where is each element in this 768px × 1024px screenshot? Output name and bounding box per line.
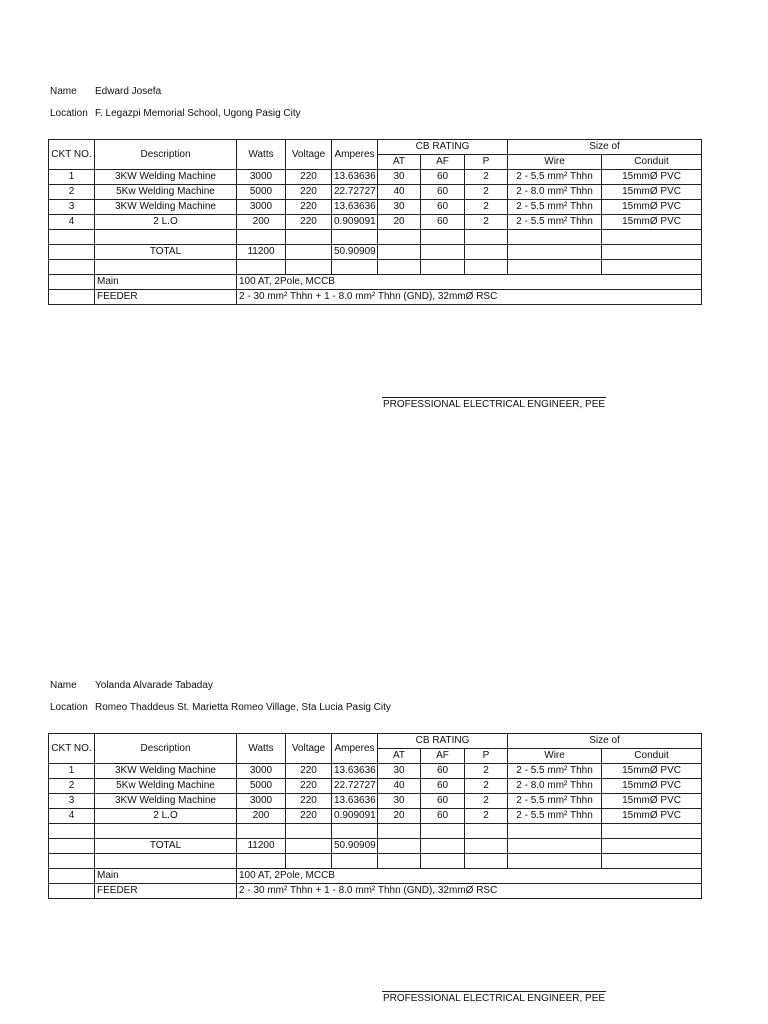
conduit-cell: 15mmØ PVC [602,809,702,824]
total-amperes: 50.90909 [332,245,378,260]
table-row [49,170,702,185]
feeder-label: FEEDER [95,884,237,899]
table-row [49,200,702,215]
blank-row [49,824,702,839]
voltage-header: Voltage [286,140,332,170]
name-line [50,86,161,97]
description-cell: 5Kw Welding Machine [95,185,237,200]
name-line [50,680,213,691]
poles-cell: 2 [465,794,508,809]
conduit-cell: 15mmØ PVC [602,764,702,779]
watts-cell: 3000 [237,794,286,809]
location-label: Location [50,108,88,119]
p-header: P [465,155,508,170]
description-cell: 3KW Welding Machine [95,794,237,809]
wire-header: Wire [508,155,602,170]
wire-cell: 2 - 5.5 mm² Thhn [508,200,602,215]
voltage-cell: 220 [286,764,332,779]
amperes-cell: 22.72727 [332,185,378,200]
wire-cell: 2 - 5.5 mm² Thhn [508,809,602,824]
description-cell: 3KW Welding Machine [95,170,237,185]
feeder-row [49,884,702,899]
total-row [49,245,702,260]
cb-rating-header: CB RATING [378,140,508,155]
ckt-no-header: CKT NO. [49,140,95,170]
wire-cell: 2 - 5.5 mm² Thhn [508,794,602,809]
feeder-value: 2 - 30 mm² Thhn + 1 - 8.0 mm² Thhn (GND), 32mmØ RSC [237,884,702,899]
poles-cell: 2 [465,215,508,230]
poles-cell: 2 [465,185,508,200]
ckt-no-cell: 4 [49,215,95,230]
conduit-cell: 15mmØ PVC [602,779,702,794]
blank-row [49,260,702,275]
voltage-cell: 220 [286,794,332,809]
at-cell: 30 [378,794,421,809]
af-cell: 60 [421,809,465,824]
table-row [49,764,702,779]
watts-cell: 200 [237,215,286,230]
description-cell: 3KW Welding Machine [95,764,237,779]
main-row [49,869,702,884]
at-cell: 30 [378,764,421,779]
ckt-no-cell: 1 [49,170,95,185]
ckt-no-cell: 2 [49,185,95,200]
watts-header: Watts [237,734,286,764]
at-cell: 40 [378,779,421,794]
description-header: Description [95,734,237,764]
conduit-cell: 15mmØ PVC [602,794,702,809]
voltage-cell: 220 [286,185,332,200]
at-cell: 30 [378,170,421,185]
voltage-cell: 220 [286,200,332,215]
wire-cell: 2 - 5.5 mm² Thhn [508,764,602,779]
table-row [49,794,702,809]
description-cell: 2 L.O [95,809,237,824]
amperes-header: Amperes [332,140,378,170]
af-cell: 60 [421,170,465,185]
cb-rating-header: CB RATING [378,734,508,749]
size-of-header: Size of [508,140,702,155]
name-label: Name [50,680,77,691]
at-cell: 20 [378,809,421,824]
signature-line: PROFESSIONAL ELECTRICAL ENGINEER, PEE [382,993,606,1004]
conduit-cell: 15mmØ PVC [602,170,702,185]
wire-header: Wire [508,749,602,764]
af-header: AF [421,155,465,170]
at-cell: 30 [378,200,421,215]
wire-cell: 2 - 5.5 mm² Thhn [508,215,602,230]
total-watts: 11200 [237,839,286,854]
table-row [49,779,702,794]
main-value: 100 AT, 2Pole, MCCB [237,869,702,884]
amperes-cell: 22.72727 [332,779,378,794]
table-row [49,809,702,824]
ckt-no-cell: 1 [49,764,95,779]
voltage-cell: 220 [286,215,332,230]
feeder-row [49,290,702,305]
poles-cell: 2 [465,809,508,824]
total-watts: 11200 [237,245,286,260]
voltage-header: Voltage [286,734,332,764]
feeder-value: 2 - 30 mm² Thhn + 1 - 8.0 mm² Thhn (GND), 32mmØ RSC [237,290,702,305]
conduit-cell: 15mmØ PVC [602,200,702,215]
total-label: TOTAL [95,245,237,260]
description-header: Description [95,140,237,170]
at-header: AT [378,749,421,764]
watts-cell: 3000 [237,764,286,779]
client-location: Romeo Thaddeus St. Marietta Romeo Village, Sta Lucia Pasig City [95,702,391,713]
header-row [49,734,702,749]
amperes-cell: 0.909091 [332,215,378,230]
main-label: Main [95,869,237,884]
poles-cell: 2 [465,779,508,794]
size-of-header: Size of [508,734,702,749]
conduit-header: Conduit [602,155,702,170]
poles-cell: 2 [465,764,508,779]
wire-cell: 2 - 8.0 mm² Thhn [508,779,602,794]
conduit-header: Conduit [602,749,702,764]
at-cell: 20 [378,215,421,230]
total-row [49,839,702,854]
description-cell: 5Kw Welding Machine [95,779,237,794]
main-value: 100 AT, 2Pole, MCCB [237,275,702,290]
signature-line: PROFESSIONAL ELECTRICAL ENGINEER, PEE [382,399,606,410]
header-row [49,140,702,155]
main-row [49,275,702,290]
amperes-cell: 13.63636 [332,170,378,185]
ckt-no-cell: 3 [49,200,95,215]
client-name: Yolanda Alvarade Tabaday [95,680,213,691]
at-header: AT [378,155,421,170]
description-cell: 3KW Welding Machine [95,200,237,215]
poles-cell: 2 [465,170,508,185]
wire-cell: 2 - 8.0 mm² Thhn [508,185,602,200]
amperes-cell: 13.63636 [332,764,378,779]
af-cell: 60 [421,215,465,230]
amperes-cell: 13.63636 [332,200,378,215]
af-cell: 60 [421,779,465,794]
watts-cell: 3000 [237,200,286,215]
table-row [49,185,702,200]
client-name: Edward Josefa [95,86,162,97]
voltage-cell: 220 [286,170,332,185]
table-row [49,215,702,230]
blank-row [49,854,702,869]
watts-header: Watts [237,140,286,170]
location-line [50,702,391,713]
ckt-no-cell: 4 [49,809,95,824]
panel-schedule-table [48,733,702,899]
panel-schedule-table [48,139,702,305]
watts-cell: 5000 [237,779,286,794]
feeder-label: FEEDER [95,290,237,305]
blank-row [49,230,702,245]
watts-cell: 200 [237,809,286,824]
main-label: Main [95,275,237,290]
af-header: AF [421,749,465,764]
amperes-cell: 13.63636 [332,794,378,809]
af-cell: 60 [421,185,465,200]
voltage-cell: 220 [286,809,332,824]
poles-cell: 2 [465,200,508,215]
af-cell: 60 [421,764,465,779]
p-header: P [465,749,508,764]
ckt-no-header: CKT NO. [49,734,95,764]
conduit-cell: 15mmØ PVC [602,215,702,230]
af-cell: 60 [421,794,465,809]
at-cell: 40 [378,185,421,200]
amperes-cell: 0.909091 [332,809,378,824]
watts-cell: 5000 [237,185,286,200]
location-line [50,108,301,119]
ckt-no-cell: 3 [49,794,95,809]
af-cell: 60 [421,200,465,215]
watts-cell: 3000 [237,170,286,185]
total-amperes: 50.90909 [332,839,378,854]
total-label: TOTAL [95,839,237,854]
wire-cell: 2 - 5.5 mm² Thhn [508,170,602,185]
conduit-cell: 15mmØ PVC [602,185,702,200]
amperes-header: Amperes [332,734,378,764]
client-location: F. Legazpi Memorial School, Ugong Pasig City [95,108,301,119]
ckt-no-cell: 2 [49,779,95,794]
location-label: Location [50,702,88,713]
description-cell: 2 L.O [95,215,237,230]
name-label: Name [50,86,77,97]
voltage-cell: 220 [286,779,332,794]
